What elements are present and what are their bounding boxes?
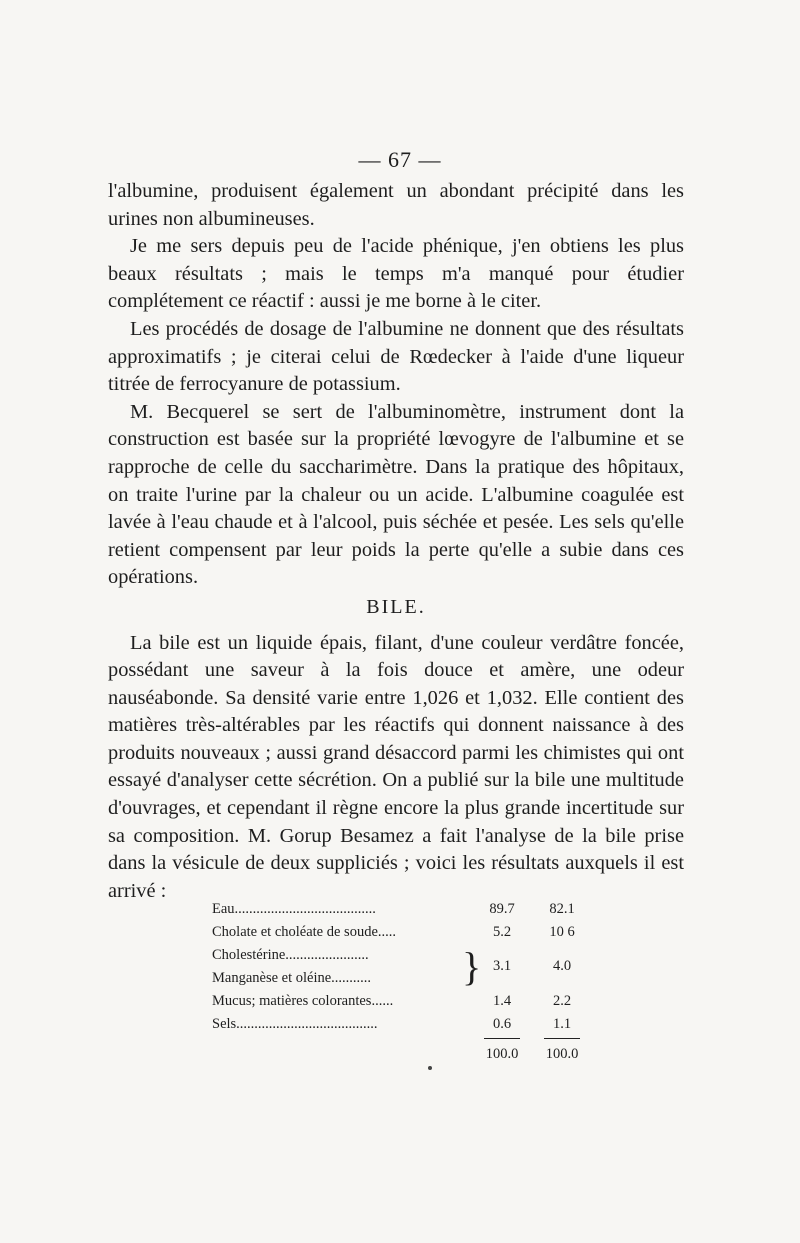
value-col-2: 10 6 [549,924,575,940]
paragraph-2: Je me sers depuis peu de l'acide phénique, j'en obtiens les plus beaux résultats ; mais le temps m'a manqué pour étudier complétement ce réactif : aussi je me borne à le citer. [108,235,684,313]
value-col-1: 3.1 [492,958,512,974]
total-row [212,1043,602,1066]
sum-rule [484,1038,520,1039]
section-heading: BILE. [366,595,426,618]
value-col-1: 89.7 [489,901,515,917]
table-row [212,921,602,944]
table-row [212,898,602,921]
sum-rule [544,1038,580,1039]
ink-dot [428,1066,432,1070]
row-label: Cholate et choléate de soude..... [212,924,397,940]
value-col-2: 82.1 [549,901,575,917]
value-col-1: 0.6 [492,1016,512,1032]
paragraph-1: l'albumine, produisent également un abondant précipité dans les urines non albumineuses. [108,180,684,230]
brace-icon: } [462,944,482,989]
value-col-2: 1.1 [552,1016,572,1032]
row-label: Manganèse et oléine........... [212,970,372,986]
paragraph-3: Les procédés de dosage de l'albumine ne donnent que des résultats approximatifs ; je citerai celui de Rœdecker à l'aide d'une liqueur titrée de ferrocyanure de potassium. [108,317,684,396]
table-row-merged [212,944,602,990]
value-col-1: 5.2 [492,924,512,940]
value-col-2: 2.2 [552,993,572,1009]
total-col-1: 100.0 [485,1046,519,1062]
row-label: Sels....................................... [212,1016,378,1032]
table-row [212,990,602,1013]
row-label: Eau....................................... [212,901,376,917]
total-col-2: 100.0 [545,1046,579,1062]
row-label: Mucus; matières colorantes...... [212,993,394,1009]
value-col-1: 1.4 [492,993,512,1009]
bile-paragraph: La bile est un liquide épais, filant, d'une couleur verdâtre foncée, possédant une saveur à la fois douce et amère, une odeur nauséabonde. Sa densité varie entre 1,026 et 1,032. Elle contient des matières très-altérables par les réactifs qui donnent naissance à des produits nouveaux ; aussi grand désaccord parmi les chimistes qui ont essayé d'analyser cette sécrétion. On a publié sur la bile une multitude d'ouvrages, et cependant il règne encore la plus grande incertitude sur sa composition. M. Gorup Besamez a fait l'analyse de la bile prise dans la vésicule de deux suppliciés ; voici les résultats auxquels il est arrivé : [108,631,684,902]
paragraph-4: M. Becquerel se sert de l'albuminomètre, instrument dont la construction est basée sur la propriété lœvogyre de l'albumine et se rapproche de celle du saccharimètre. Dans la pratique des hôpitaux, on traite l'urine par la chaleur ou un acide. L'albumine coagulée est lavée à l'eau chaude et à l'alcool, puis séchée et pesée. Les sels qu'elle retient compensent par leur poids la perte qu'elle a subie dans ces opérations. [108,400,684,589]
body-text [108,178,684,905]
page-number: — 67 — [358,147,442,172]
value-col-2: 4.0 [552,958,572,974]
row-label: Cholestérine....................... [212,947,369,963]
bile-composition-table [212,898,602,1062]
table-row [212,1013,602,1036]
